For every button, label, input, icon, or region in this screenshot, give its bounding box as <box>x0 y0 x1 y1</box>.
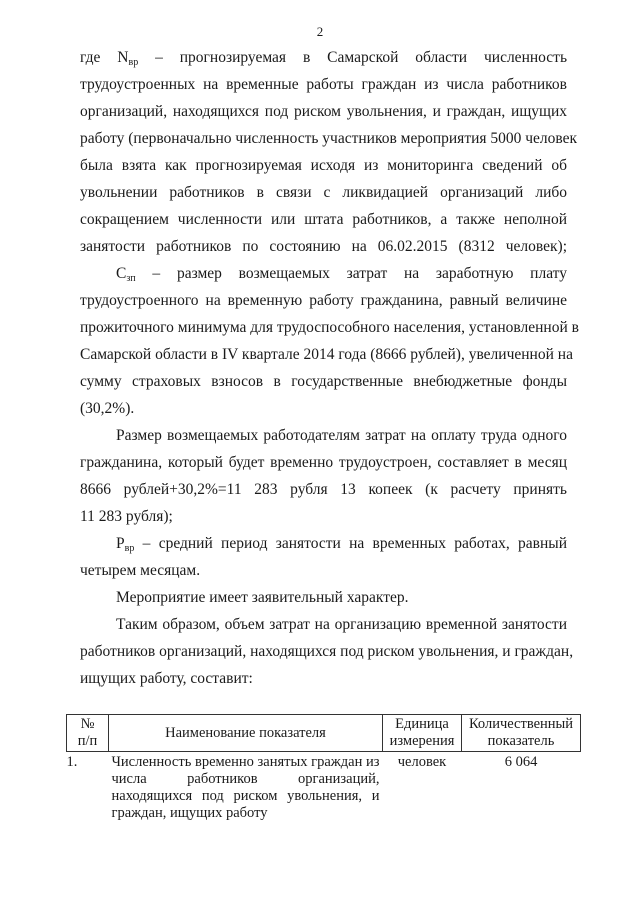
czp-line-4: Самарской области в IV квартале 2014 года (8666 рублей), увеличенной на <box>80 346 573 363</box>
size-line-4: 11 283 рубля); <box>80 508 173 525</box>
row-num: 1. <box>66 754 78 770</box>
czp-line-6: (30,2%). <box>80 400 135 417</box>
header-num: № п/п <box>67 715 109 752</box>
nvr-line-2: трудоустроенных на временные работы граждан из числа работников <box>80 76 567 93</box>
nvr-line-3: организаций, находящихся под риском увольнения, и граждан, ищущих <box>80 103 567 120</box>
pvr-line-2: четырем месяцам. <box>80 562 201 579</box>
czp-line-5: сумму страховых взносов в государственные внебюджетные фонды <box>80 373 567 390</box>
summary-line-3: ищущих работу, составит: <box>80 670 253 687</box>
nvr-first-line-rest: – прогнозируемая в Самарской области численность <box>155 49 568 66</box>
row-name: Численность временно занятых граждан из числа работников организаций, находящихся под риском увольнения, и граждан, ищущих работу <box>111 754 380 821</box>
summary-line-2: работников организаций, находящихся под риском увольнения, и граждан, <box>80 643 574 660</box>
nvr-line-7: сокращением численности или штата работников, а также неполной <box>80 211 567 228</box>
size-line-1: Размер возмещаемых работодателям затрат на оплату труда одного <box>116 427 567 444</box>
indicator-table <box>66 714 581 824</box>
czp-line-3: прожиточного минимума для трудоспособного населения, установленной в <box>80 319 579 336</box>
nature-sentence: Мероприятие имеет заявительный характер. <box>116 589 409 606</box>
page-number: 2 <box>316 24 324 39</box>
nvr-lead-word: где <box>80 49 101 66</box>
nvr-line-1 <box>80 46 567 70</box>
pvr-first-line-rest: – средний период занятости на временных работах, равный <box>142 535 568 552</box>
pvr-symbol: $Р_{вр}$ <box>116 535 135 554</box>
header-name: Наименование показателя <box>109 715 383 752</box>
nvr-line-4: работу (первоначально численность участников мероприятия 5000 человек <box>80 130 578 147</box>
nvr-symbol: $N_{вр}$ <box>117 49 139 68</box>
pvr-line-1 <box>116 532 567 556</box>
header-qty: Количественный показатель <box>462 715 581 752</box>
row-qty: 6 064 <box>504 754 538 770</box>
czp-line-1 <box>116 262 567 286</box>
summary-line-1: Таким образом, объем затрат на организацию временной занятости <box>116 616 567 633</box>
table-header-row <box>67 715 581 752</box>
table-row <box>67 752 581 825</box>
czp-line-2: трудоустроенного на временную работу гражданина, равный величине <box>80 292 567 309</box>
czp-symbol: $С_{зп}$ <box>116 265 136 284</box>
nvr-line-8: занятости работников по состоянию на 06.02.2015 (8312 человек); <box>80 238 567 255</box>
row-unit: человек <box>397 754 447 770</box>
size-line-2: гражданина, который будет временно трудоустроен, составляет в месяц <box>80 454 567 471</box>
size-line-3: 8666 рублей+30,2%=11 283 рубля 13 копеек (к расчету принять <box>80 481 567 498</box>
czp-first-line-rest: – размер возмещаемых затрат на заработную плату <box>152 265 567 282</box>
header-unit: Единица измерения <box>383 715 462 752</box>
nvr-line-6: увольнении работников в связи с ликвидацией организаций либо <box>80 184 567 201</box>
nvr-line-5: была взята как прогнозируемая исходя из мониторинга сведений об <box>80 157 567 174</box>
